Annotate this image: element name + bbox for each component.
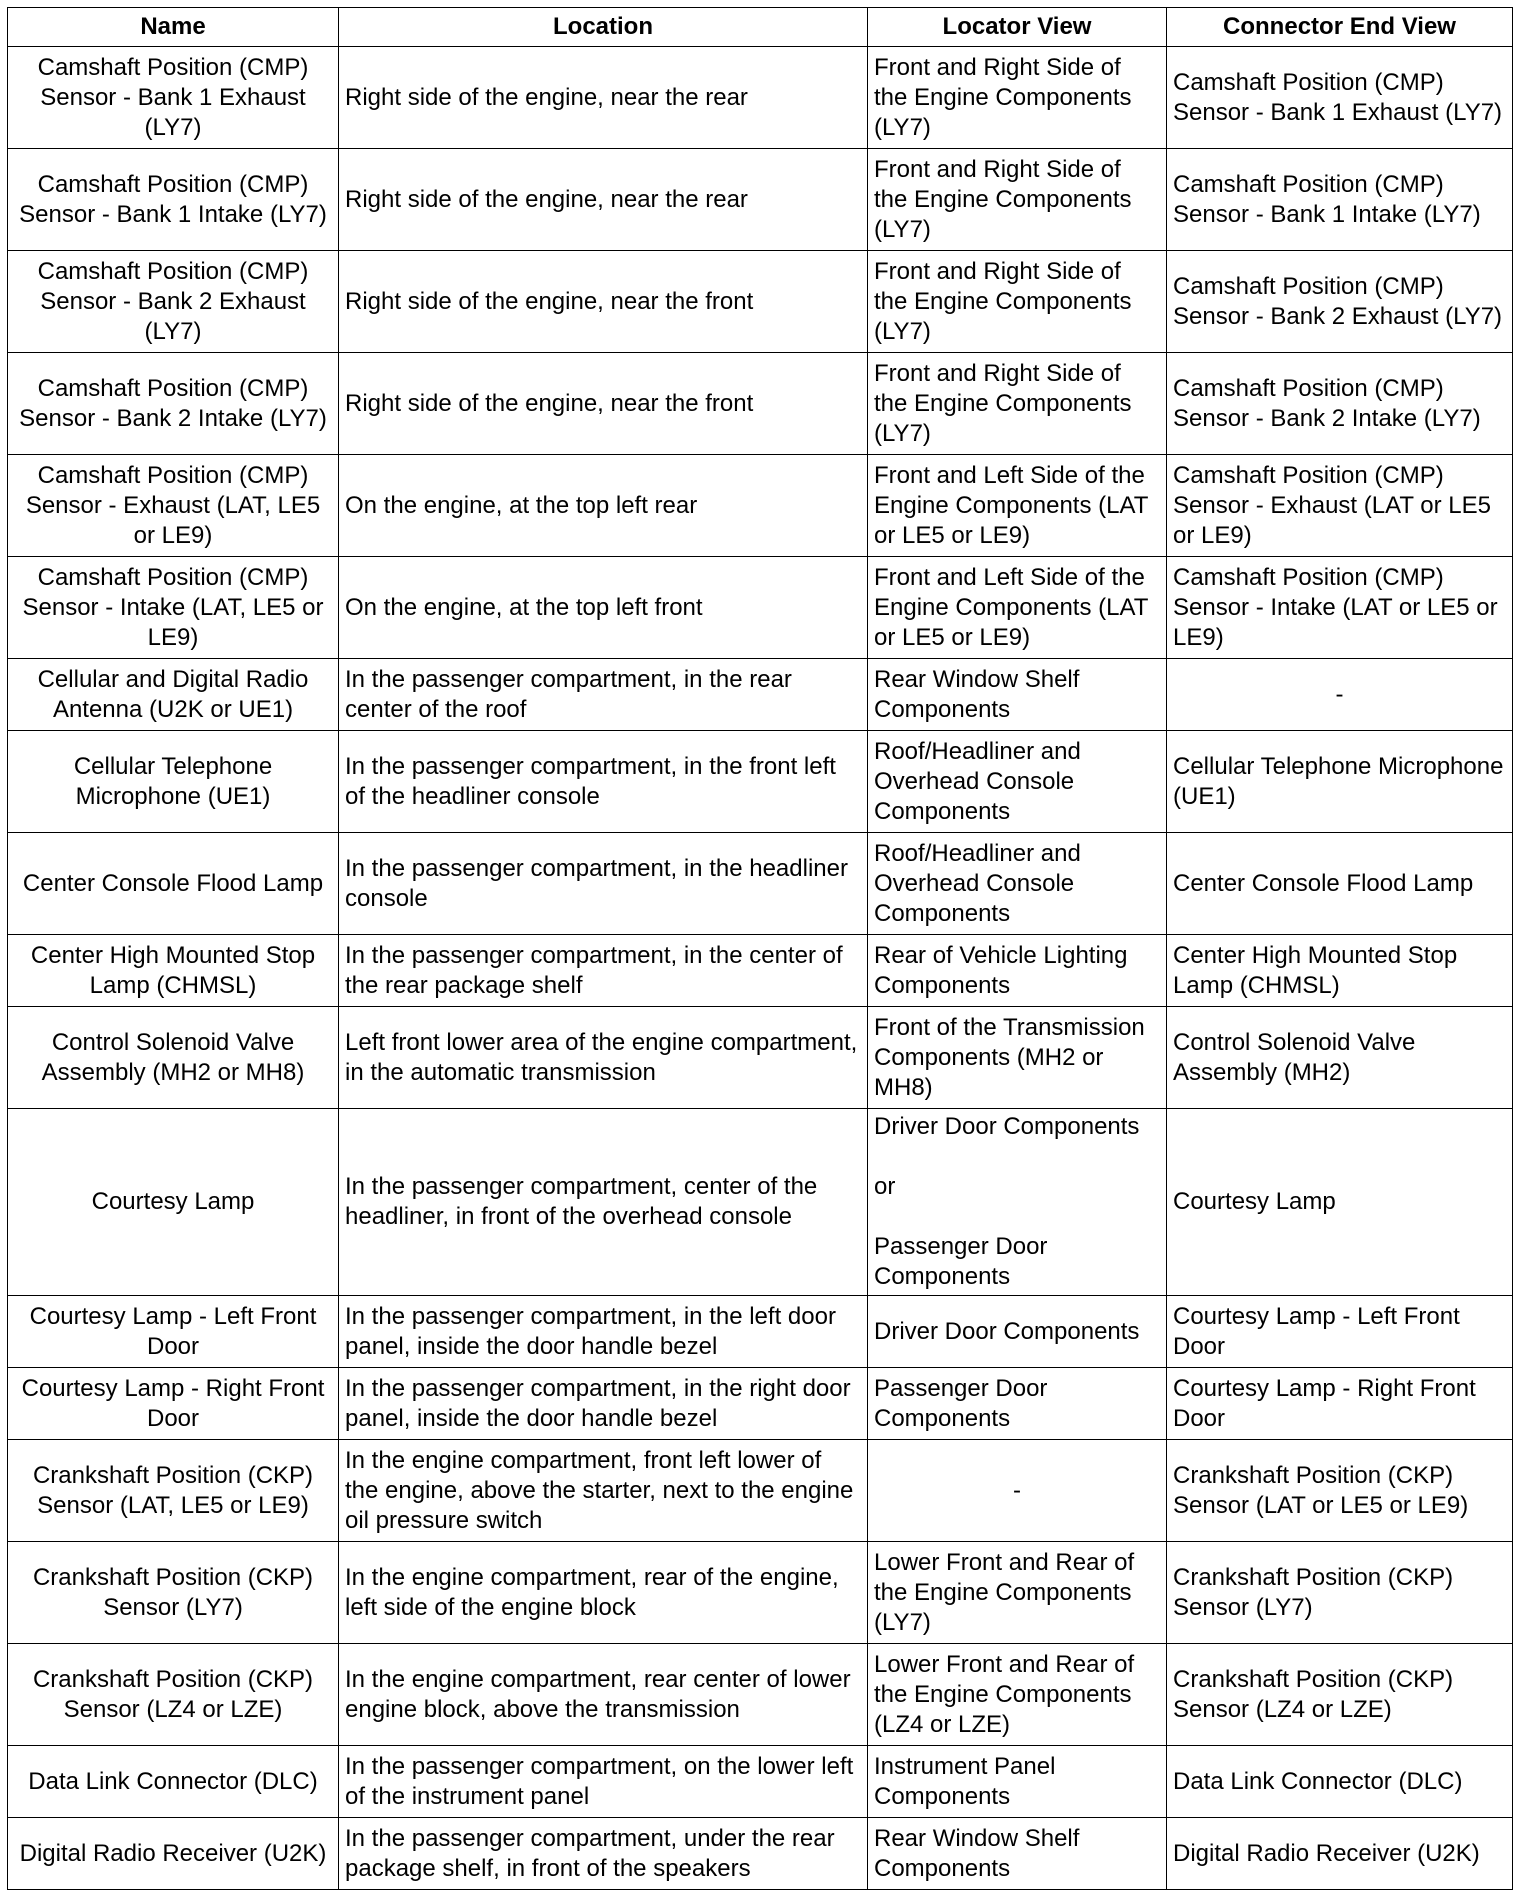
header-locator-view: Locator View [868,8,1167,47]
table-row [8,251,1513,353]
cell-locator-view: Driver Door Components or Passenger Door Components [868,1109,1167,1296]
cell-name: Crankshaft Position (CKP) Sensor (LAT, LE5 or LE9) [8,1440,339,1542]
cell-location: In the engine compartment, rear of the engine, left side of the engine block [339,1542,868,1644]
cell-connector-end-view: Data Link Connector (DLC) [1167,1746,1513,1818]
table-row [8,149,1513,251]
cell-locator-view: Roof/Headliner and Overhead Console Components [868,833,1167,935]
cell-name: Courtesy Lamp - Right Front Door [8,1368,339,1440]
cell-name: Camshaft Position (CMP) Sensor - Exhaust (LAT, LE5 or LE9) [8,455,339,557]
table-row [8,935,1513,1007]
cell-locator-view: Passenger Door Components [868,1368,1167,1440]
cell-location: Right side of the engine, near the rear [339,47,868,149]
cell-locator-view: Rear Window Shelf Components [868,659,1167,731]
cell-location: In the engine compartment, rear center of lower engine block, above the transmission [339,1644,868,1746]
table-row [8,557,1513,659]
cell-locator-view: Roof/Headliner and Overhead Console Components [868,731,1167,833]
cell-connector-end-view: Camshaft Position (CMP) Sensor - Exhaust (LAT or LE5 or LE9) [1167,455,1513,557]
table-row [8,1746,1513,1818]
header-row [8,8,1513,47]
cell-connector-end-view: Camshaft Position (CMP) Sensor - Bank 1 Intake (LY7) [1167,149,1513,251]
cell-locator-view: Front and Right Side of the Engine Components (LY7) [868,149,1167,251]
cell-connector-end-view: Camshaft Position (CMP) Sensor - Bank 1 Exhaust (LY7) [1167,47,1513,149]
cell-connector-end-view: Crankshaft Position (CKP) Sensor (LZ4 or LZE) [1167,1644,1513,1746]
cell-location: Right side of the engine, near the front [339,353,868,455]
cell-location: Right side of the engine, near the front [339,251,868,353]
cell-connector-end-view: Courtesy Lamp [1167,1109,1513,1296]
cell-locator-view: Front and Left Side of the Engine Components (LAT or LE5 or LE9) [868,455,1167,557]
cell-locator-view: Instrument Panel Components [868,1746,1167,1818]
cell-name: Courtesy Lamp - Left Front Door [8,1296,339,1368]
cell-locator-view: Front and Left Side of the Engine Components (LAT or LE5 or LE9) [868,557,1167,659]
cell-name: Camshaft Position (CMP) Sensor - Intake (LAT, LE5 or LE9) [8,557,339,659]
cell-locator-view: Front and Right Side of the Engine Components (LY7) [868,251,1167,353]
cell-connector-end-view: - [1167,659,1513,731]
table-row [8,1644,1513,1746]
cell-connector-end-view: Courtesy Lamp - Right Front Door [1167,1368,1513,1440]
cell-connector-end-view: Cellular Telephone Microphone (UE1) [1167,731,1513,833]
cell-name: Crankshaft Position (CKP) Sensor (LY7) [8,1542,339,1644]
cell-location: Left front lower area of the engine compartment, in the automatic transmission [339,1007,868,1109]
cell-locator-view: Lower Front and Rear of the Engine Components (LY7) [868,1542,1167,1644]
cell-location: In the passenger compartment, in the headliner console [339,833,868,935]
cell-connector-end-view: Camshaft Position (CMP) Sensor - Intake (LAT or LE5 or LE9) [1167,557,1513,659]
cell-location: In the passenger compartment, in the front left of the headliner console [339,731,868,833]
cell-connector-end-view: Camshaft Position (CMP) Sensor - Bank 2 Exhaust (LY7) [1167,251,1513,353]
cell-locator-view: Driver Door Components [868,1296,1167,1368]
cell-locator-view: Rear of Vehicle Lighting Components [868,935,1167,1007]
cell-name: Crankshaft Position (CKP) Sensor (LZ4 or LZE) [8,1644,339,1746]
cell-name: Digital Radio Receiver (U2K) [8,1818,339,1890]
cell-location: In the passenger compartment, under the rear package shelf, in front of the speakers [339,1818,868,1890]
cell-name: Cellular and Digital Radio Antenna (U2K or UE1) [8,659,339,731]
cell-connector-end-view: Courtesy Lamp - Left Front Door [1167,1296,1513,1368]
header-connector-end-view: Connector End View [1167,8,1513,47]
table-row [8,1368,1513,1440]
table-row [8,1296,1513,1368]
cell-location: In the passenger compartment, in the right door panel, inside the door handle bezel [339,1368,868,1440]
table-row [8,659,1513,731]
cell-connector-end-view: Camshaft Position (CMP) Sensor - Bank 2 Intake (LY7) [1167,353,1513,455]
cell-name: Data Link Connector (DLC) [8,1746,339,1818]
cell-location: Right side of the engine, near the rear [339,149,868,251]
table-row [8,731,1513,833]
cell-connector-end-view: Center High Mounted Stop Lamp (CHMSL) [1167,935,1513,1007]
cell-locator-view: Front of the Transmission Components (MH2 or MH8) [868,1007,1167,1109]
cell-location: In the engine compartment, front left lower of the engine, above the starter, next to the engine oil pressure switch [339,1440,868,1542]
cell-name: Camshaft Position (CMP) Sensor - Bank 2 Intake (LY7) [8,353,339,455]
cell-locator-view: Front and Right Side of the Engine Components (LY7) [868,47,1167,149]
cell-name: Center Console Flood Lamp [8,833,339,935]
cell-location: On the engine, at the top left front [339,557,868,659]
cell-locator-view: Rear Window Shelf Components [868,1818,1167,1890]
cell-connector-end-view: Digital Radio Receiver (U2K) [1167,1818,1513,1890]
table-row [8,1542,1513,1644]
cell-name: Cellular Telephone Microphone (UE1) [8,731,339,833]
cell-location: In the passenger compartment, center of the headliner, in front of the overhead console [339,1109,868,1296]
cell-name: Camshaft Position (CMP) Sensor - Bank 1 Intake (LY7) [8,149,339,251]
table-row [8,1440,1513,1542]
cell-locator-view: - [868,1440,1167,1542]
cell-connector-end-view: Crankshaft Position (CKP) Sensor (LAT or LE5 or LE9) [1167,1440,1513,1542]
cell-connector-end-view: Crankshaft Position (CKP) Sensor (LY7) [1167,1542,1513,1644]
cell-connector-end-view: Center Console Flood Lamp [1167,833,1513,935]
table-row [8,353,1513,455]
cell-location: On the engine, at the top left rear [339,455,868,557]
component-locator-table [7,7,1513,1890]
cell-location: In the passenger compartment, in the rear center of the roof [339,659,868,731]
header-location: Location [339,8,868,47]
cell-name: Center High Mounted Stop Lamp (CHMSL) [8,935,339,1007]
cell-name: Camshaft Position (CMP) Sensor - Bank 1 Exhaust (LY7) [8,47,339,149]
cell-locator-view: Lower Front and Rear of the Engine Components (LZ4 or LZE) [868,1644,1167,1746]
table-row [8,1007,1513,1109]
header-name: Name [8,8,339,47]
cell-name: Control Solenoid Valve Assembly (MH2 or MH8) [8,1007,339,1109]
cell-name: Courtesy Lamp [8,1109,339,1296]
cell-connector-end-view: Control Solenoid Valve Assembly (MH2) [1167,1007,1513,1109]
cell-location: In the passenger compartment, in the left door panel, inside the door handle bezel [339,1296,868,1368]
table-row [8,455,1513,557]
cell-location: In the passenger compartment, in the center of the rear package shelf [339,935,868,1007]
cell-location: In the passenger compartment, on the lower left of the instrument panel [339,1746,868,1818]
table-row [8,833,1513,935]
cell-locator-view: Front and Right Side of the Engine Components (LY7) [868,353,1167,455]
cell-name: Camshaft Position (CMP) Sensor - Bank 2 Exhaust (LY7) [8,251,339,353]
table-row [8,1109,1513,1296]
table-row [8,47,1513,149]
table-row [8,1818,1513,1890]
